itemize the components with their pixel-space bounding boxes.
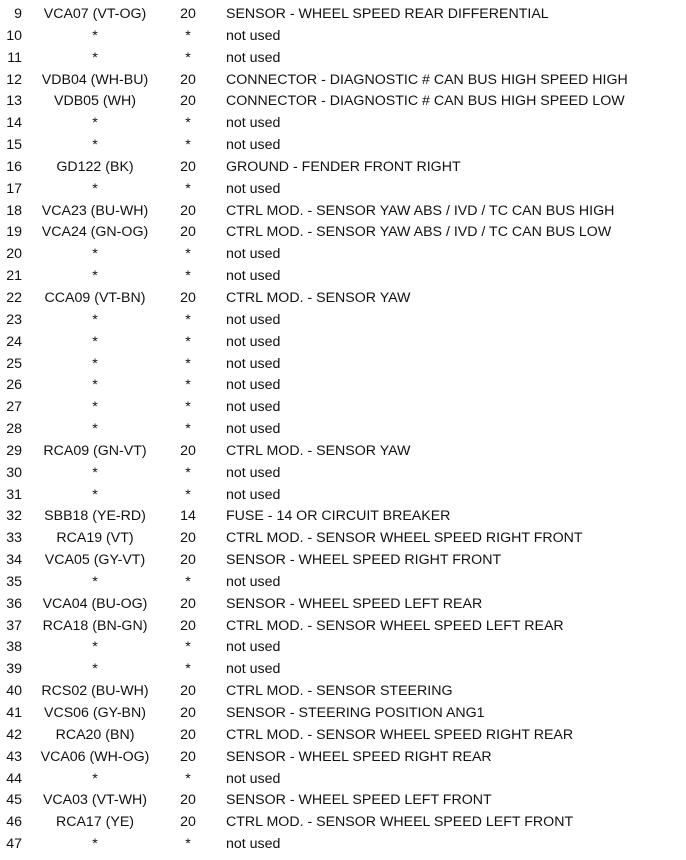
- pin-number: 43: [6, 748, 22, 765]
- circuit-function: not used: [226, 377, 281, 394]
- wire-gauge: 20: [180, 814, 196, 831]
- pin-number: 27: [6, 399, 22, 416]
- wire-gauge: 20: [180, 224, 196, 241]
- pin-number: 17: [6, 180, 22, 197]
- pin-number: 39: [6, 661, 22, 678]
- wire-gauge: 20: [180, 617, 196, 634]
- table-row: [0, 463, 686, 485]
- wire-gauge: *: [185, 639, 191, 656]
- circuit-code: *: [92, 399, 98, 416]
- circuit-function: CTRL MOD. - SENSOR YAW: [226, 289, 411, 306]
- table-row: [0, 244, 686, 266]
- circuit-function: not used: [226, 573, 281, 590]
- circuit-code: RCA19 (VT): [56, 530, 134, 547]
- pin-number: 30: [6, 464, 22, 481]
- table-row: [0, 91, 686, 113]
- wire-gauge: *: [185, 246, 191, 263]
- wire-gauge: *: [185, 661, 191, 678]
- pin-number: 28: [6, 421, 22, 438]
- circuit-function: not used: [226, 27, 281, 44]
- pin-number: 15: [6, 137, 22, 154]
- pin-number: 19: [6, 224, 22, 241]
- wire-gauge: 14: [180, 508, 196, 525]
- table-row: [0, 288, 686, 310]
- table-row: [0, 113, 686, 135]
- table-row: [0, 834, 686, 856]
- circuit-function: not used: [226, 464, 281, 481]
- table-row: [0, 397, 686, 419]
- circuit-function: not used: [226, 268, 281, 285]
- table-row: [0, 179, 686, 201]
- table-row: [0, 659, 686, 681]
- circuit-code: RCA17 (YE): [55, 814, 135, 831]
- circuit-code: *: [92, 377, 98, 394]
- wire-gauge: *: [185, 311, 191, 328]
- pin-number: 31: [6, 486, 22, 503]
- pin-number: 26: [6, 377, 22, 394]
- table-row: [0, 157, 686, 179]
- circuit-function: CTRL MOD. - SENSOR YAW ABS / IVD / TC CAN BUS LOW: [226, 224, 612, 241]
- circuit-code: *: [92, 355, 98, 372]
- circuit-code: *: [92, 246, 98, 263]
- pin-number: 21: [6, 268, 22, 285]
- table-row: [0, 48, 686, 70]
- circuit-code: VCA03 (VT-WH): [42, 792, 148, 809]
- wire-gauge: 20: [180, 158, 196, 175]
- pin-number: 16: [6, 158, 22, 175]
- circuit-code: GD122 (BK): [56, 158, 134, 175]
- wire-gauge: *: [185, 180, 191, 197]
- wire-gauge: 20: [180, 792, 196, 809]
- pin-number: 22: [6, 289, 22, 306]
- circuit-function: not used: [226, 49, 281, 66]
- pin-number: 12: [6, 71, 22, 88]
- table-row: [0, 70, 686, 92]
- circuit-code: *: [92, 180, 98, 197]
- pin-number: 46: [6, 814, 22, 831]
- table-row: [0, 332, 686, 354]
- pin-number: 9: [14, 6, 22, 22]
- circuit-code: VCA23 (BU-WH): [41, 202, 149, 219]
- circuit-function: CTRL MOD. - SENSOR WHEEL SPEED RIGHT REAR: [226, 726, 574, 743]
- table-row: [0, 528, 686, 550]
- pin-number: 36: [6, 595, 22, 612]
- pin-number: 44: [6, 770, 22, 787]
- circuit-code: VCA06 (WH-OG): [40, 748, 150, 765]
- table-row: [0, 703, 686, 725]
- wire-gauge: 20: [180, 748, 196, 765]
- table-row: [0, 506, 686, 528]
- pin-number: 10: [6, 27, 22, 44]
- wire-gauge: *: [185, 573, 191, 590]
- circuit-function: GROUND - FENDER FRONT RIGHT: [226, 158, 461, 175]
- wire-gauge: 20: [180, 442, 196, 459]
- wire-gauge: 20: [180, 202, 196, 219]
- circuit-function: not used: [226, 639, 281, 656]
- circuit-code: *: [92, 27, 98, 44]
- circuit-code: *: [92, 268, 98, 285]
- table-row: [0, 441, 686, 463]
- wire-gauge: 20: [180, 552, 196, 569]
- table-row: [0, 222, 686, 244]
- pin-number: 35: [6, 573, 22, 590]
- wire-gauge: *: [185, 27, 191, 44]
- circuit-function: not used: [226, 661, 281, 678]
- circuit-function: CONNECTOR - DIAGNOSTIC # CAN BUS HIGH SPEED LOW: [226, 93, 625, 110]
- circuit-function: not used: [226, 333, 281, 350]
- table-row: [0, 354, 686, 376]
- circuit-function: not used: [226, 486, 281, 503]
- circuit-function: not used: [226, 836, 281, 853]
- wire-gauge: 20: [180, 289, 196, 306]
- pin-number: 45: [6, 792, 22, 809]
- table-row: [0, 419, 686, 441]
- wire-gauge: *: [185, 836, 191, 853]
- table-row: [0, 769, 686, 791]
- circuit-code: VCA05 (GY-VT): [44, 552, 146, 569]
- wire-gauge: 20: [180, 705, 196, 721]
- wire-gauge: *: [185, 115, 191, 132]
- wire-gauge: 20: [180, 726, 196, 743]
- circuit-function: not used: [226, 421, 281, 438]
- circuit-code: RCA09 (GN-VT): [43, 442, 147, 459]
- table-row: [0, 266, 686, 288]
- circuit-code: *: [92, 333, 98, 350]
- table-row: [0, 4, 686, 26]
- wire-gauge: 20: [180, 683, 196, 700]
- circuit-code: *: [92, 486, 98, 503]
- wire-gauge: 20: [180, 71, 196, 88]
- table-row: [0, 637, 686, 659]
- circuit-function: SENSOR - WHEEL SPEED RIGHT FRONT: [226, 552, 502, 569]
- circuit-function: not used: [226, 770, 281, 787]
- circuit-function: not used: [226, 399, 281, 416]
- table-row: [0, 616, 686, 638]
- circuit-function: CTRL MOD. - SENSOR STEERING: [226, 683, 453, 700]
- table-row: [0, 485, 686, 507]
- circuit-function: CONNECTOR - DIAGNOSTIC # CAN BUS HIGH SPEED HIGH: [226, 71, 628, 88]
- wire-gauge: *: [185, 421, 191, 438]
- pin-number: 33: [6, 530, 22, 547]
- table-row: [0, 310, 686, 332]
- circuit-function: not used: [226, 246, 281, 263]
- pin-number: 32: [6, 508, 22, 525]
- circuit-code: *: [92, 311, 98, 328]
- circuit-function: SENSOR - WHEEL SPEED LEFT REAR: [226, 595, 483, 612]
- circuit-function: SENSOR - WHEEL SPEED LEFT FRONT: [226, 792, 492, 809]
- circuit-function: not used: [226, 180, 281, 197]
- circuit-function: CTRL MOD. - SENSOR YAW ABS / IVD / TC CAN BUS HIGH: [226, 202, 615, 219]
- pin-number: 23: [6, 311, 22, 328]
- pin-number: 37: [6, 617, 22, 634]
- table-row: [0, 812, 686, 834]
- circuit-function: CTRL MOD. - SENSOR WHEEL SPEED LEFT FRONT: [226, 814, 574, 831]
- pin-number: 29: [6, 442, 22, 459]
- circuit-function: FUSE - 14 OR CIRCUIT BREAKER: [226, 508, 451, 525]
- circuit-code: *: [92, 464, 98, 481]
- circuit-code: RCS02 (BU-WH): [41, 683, 149, 700]
- pin-number: 25: [6, 355, 22, 372]
- circuit-code: CCA09 (VT-BN): [44, 289, 146, 306]
- circuit-function: not used: [226, 355, 281, 372]
- circuit-function: not used: [226, 311, 281, 328]
- circuit-code: VCS06 (GY-BN): [44, 705, 146, 721]
- wire-gauge: 20: [180, 6, 196, 22]
- connector-pinout-table: [0, 4, 686, 856]
- pin-number: 18: [6, 202, 22, 219]
- pin-number: 14: [6, 115, 22, 132]
- circuit-code: VCA04 (BU-OG): [42, 595, 148, 612]
- wire-gauge: 20: [180, 595, 196, 612]
- circuit-code: VCA07 (VT-OG): [43, 6, 147, 22]
- table-row: [0, 681, 686, 703]
- circuit-function: CTRL MOD. - SENSOR WHEEL SPEED LEFT REAR: [226, 617, 564, 634]
- circuit-code: *: [92, 137, 98, 154]
- circuit-code: *: [92, 115, 98, 132]
- pin-number: 47: [6, 836, 22, 853]
- wire-gauge: *: [185, 464, 191, 481]
- pin-number: 11: [7, 49, 22, 66]
- wire-gauge: *: [185, 49, 191, 66]
- pin-number: 38: [6, 639, 22, 656]
- circuit-code: *: [92, 661, 98, 678]
- circuit-function: SENSOR - WHEEL SPEED RIGHT REAR: [226, 748, 492, 765]
- pin-number: 41: [6, 705, 22, 721]
- wire-gauge: *: [185, 486, 191, 503]
- pin-number: 34: [6, 552, 22, 569]
- circuit-code: *: [92, 639, 98, 656]
- circuit-code: VDB05 (WH): [54, 93, 136, 110]
- pin-number: 24: [6, 333, 22, 350]
- pin-number: 13: [6, 93, 22, 110]
- table-row: [0, 201, 686, 223]
- circuit-code: *: [92, 573, 98, 590]
- table-row: [0, 790, 686, 812]
- circuit-function: SENSOR - WHEEL SPEED REAR DIFFERENTIAL: [226, 6, 549, 22]
- circuit-function: CTRL MOD. - SENSOR YAW: [226, 442, 411, 459]
- pin-number: 42: [6, 726, 22, 743]
- wire-gauge: *: [185, 355, 191, 372]
- circuit-function: not used: [226, 137, 281, 154]
- circuit-function: not used: [226, 115, 281, 132]
- circuit-code: *: [92, 421, 98, 438]
- wire-gauge: 20: [180, 93, 196, 110]
- table-row: [0, 375, 686, 397]
- wire-gauge: *: [185, 333, 191, 350]
- circuit-function: SENSOR - STEERING POSITION ANG1: [226, 705, 485, 721]
- circuit-code: SBB18 (YE-RD): [44, 508, 146, 525]
- circuit-code: *: [92, 49, 98, 66]
- wire-gauge: *: [185, 399, 191, 416]
- circuit-function: CTRL MOD. - SENSOR WHEEL SPEED RIGHT FRONT: [226, 530, 583, 547]
- table-row: [0, 725, 686, 747]
- pin-number: 20: [6, 246, 22, 263]
- table-row: [0, 135, 686, 157]
- circuit-code: *: [92, 836, 98, 853]
- pin-number: 40: [6, 683, 22, 700]
- table-row: [0, 26, 686, 48]
- table-row: [0, 550, 686, 572]
- wire-gauge: *: [185, 770, 191, 787]
- table-row: [0, 747, 686, 769]
- wire-gauge: *: [185, 137, 191, 154]
- circuit-code: *: [92, 770, 98, 787]
- circuit-code: RCA18 (BN-GN): [42, 617, 148, 634]
- table-row: [0, 594, 686, 616]
- table-row: [0, 572, 686, 594]
- circuit-code: VDB04 (WH-BU): [41, 71, 149, 88]
- wire-gauge: *: [185, 268, 191, 285]
- wire-gauge: *: [185, 377, 191, 394]
- circuit-code: RCA20 (BN): [55, 726, 135, 743]
- wire-gauge: 20: [180, 530, 196, 547]
- circuit-code: VCA24 (GN-OG): [41, 224, 149, 241]
